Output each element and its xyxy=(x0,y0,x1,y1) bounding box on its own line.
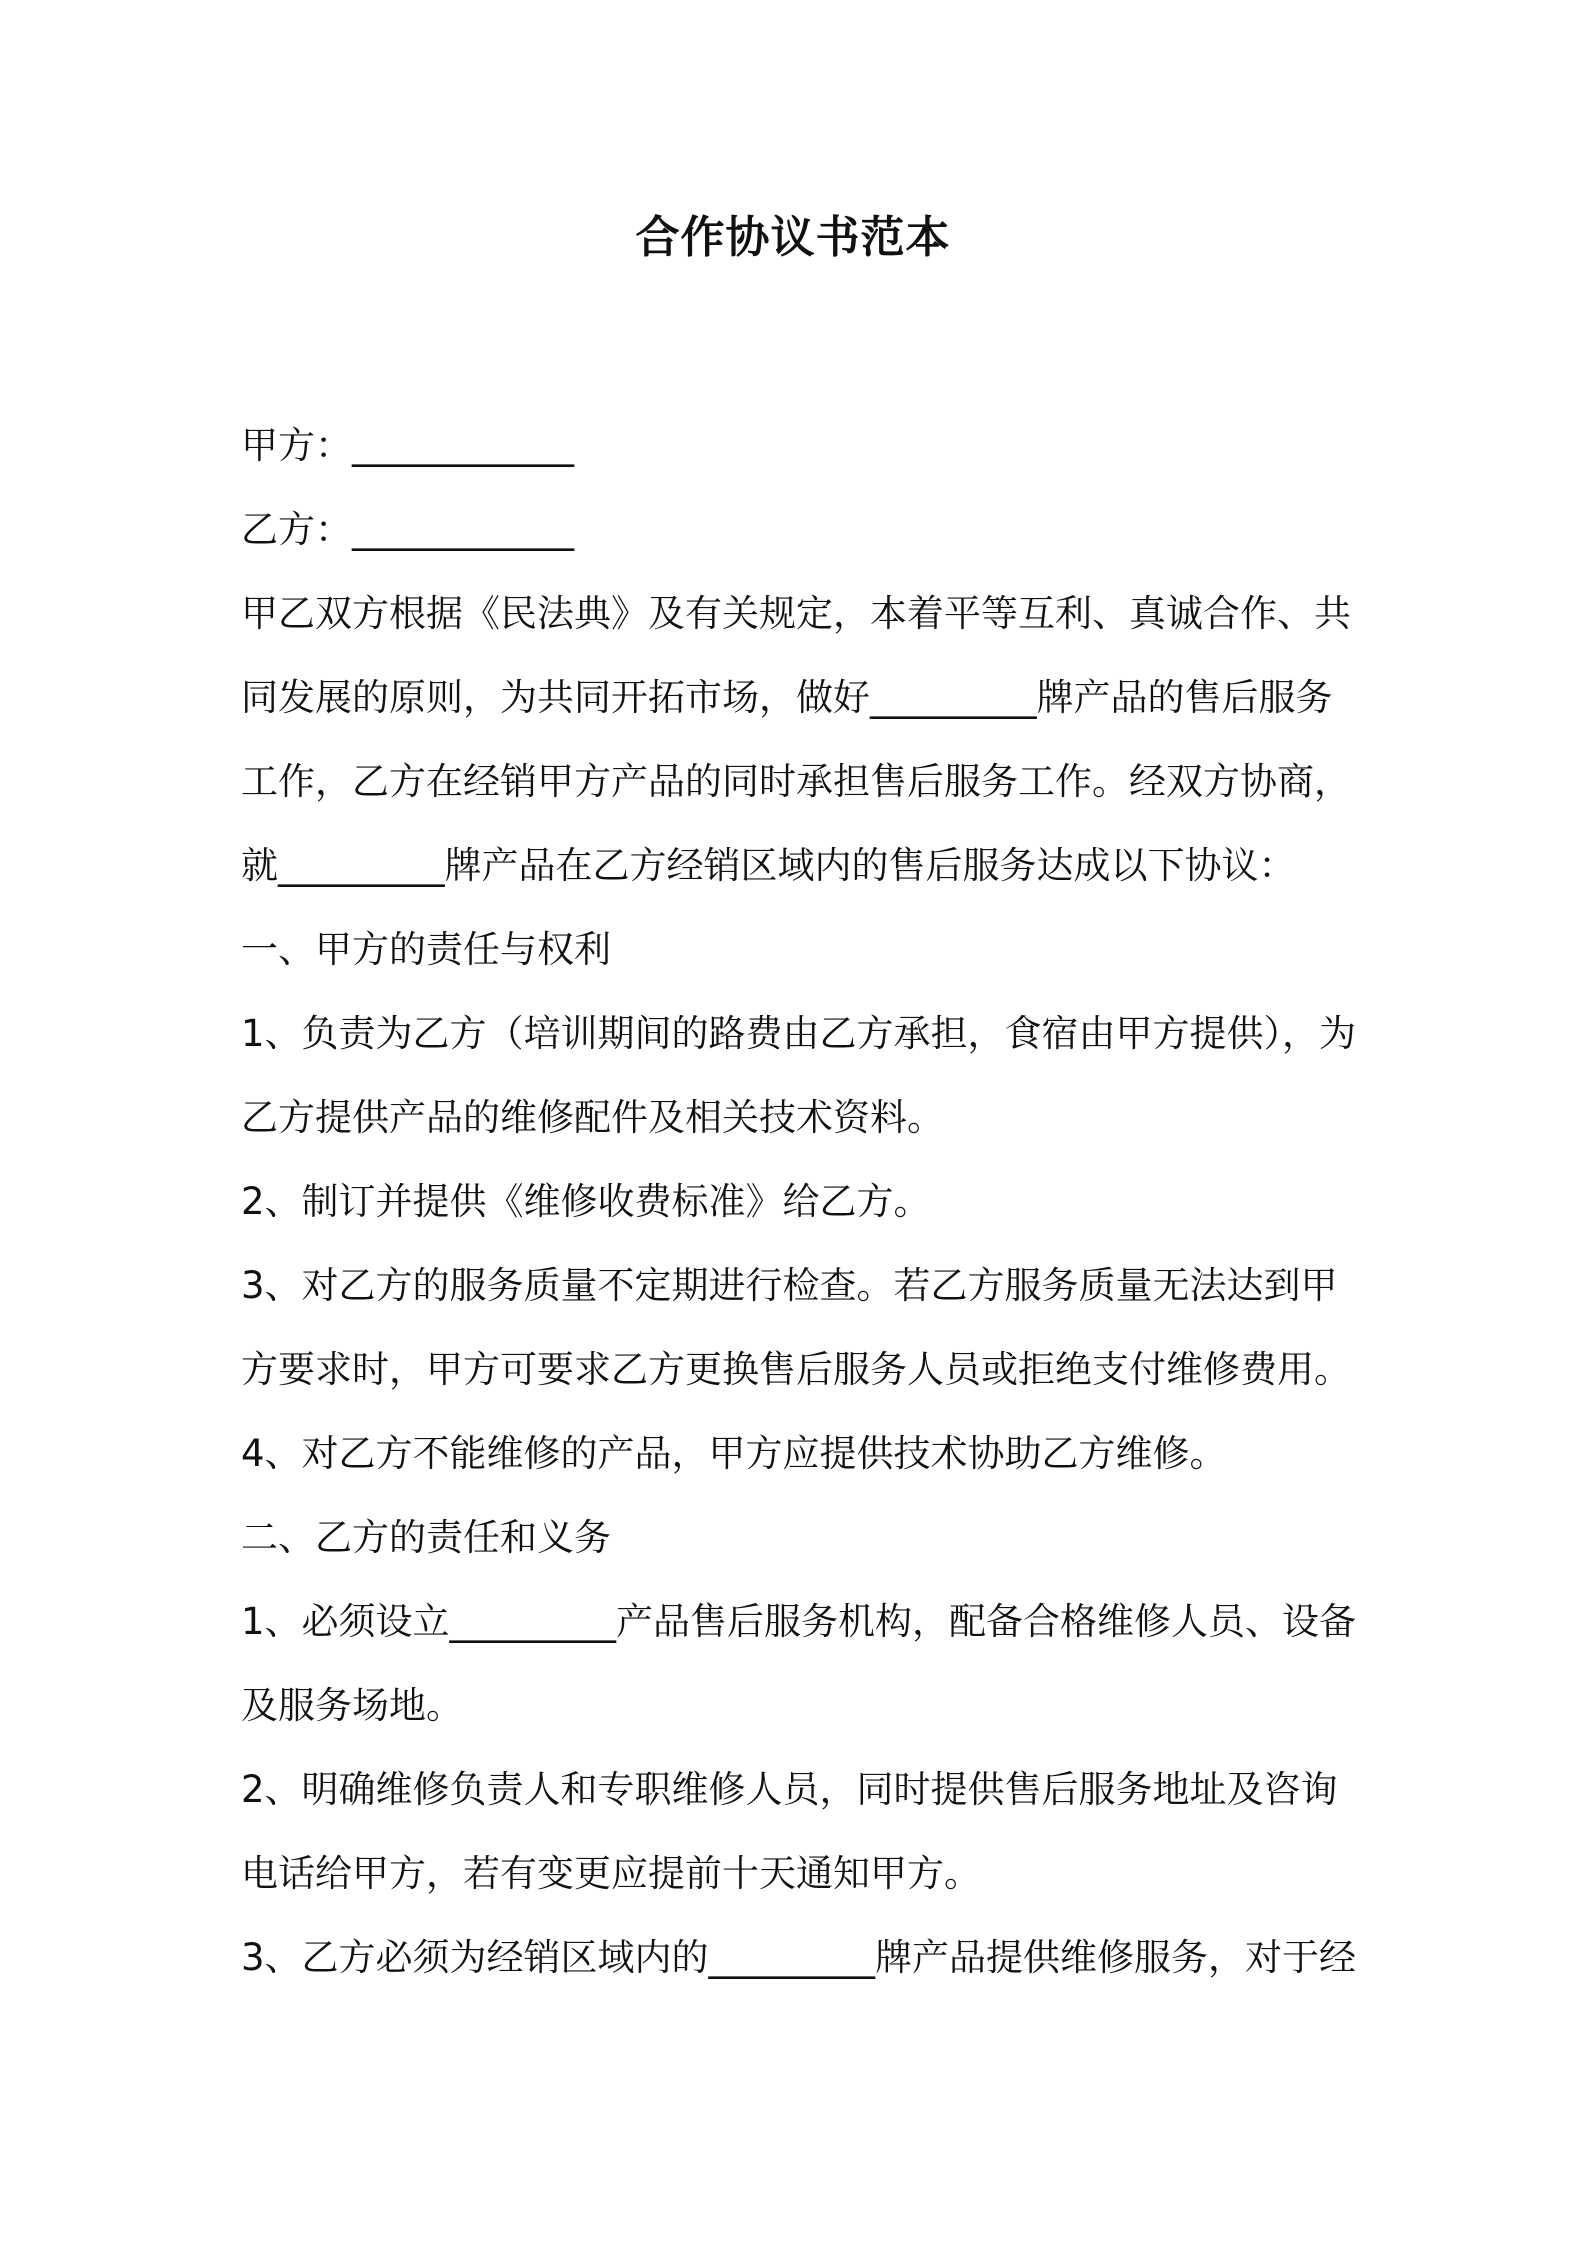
paragraph-line: 就_________牌产品在乙方经销区域内的售后服务达成以下协议： xyxy=(241,844,1296,887)
paragraph-line: 同发展的原则，为共同开拓市场，做好_________牌产品的售后服务 xyxy=(241,676,1333,719)
clause-line: 1、负责为乙方（培训期间的路费由乙方承担，食宿由甲方提供），为 xyxy=(241,1012,1357,1055)
document-body xyxy=(241,404,1361,2000)
clause-line: 乙方提供产品的维修配件及相关技术资料。 xyxy=(241,1096,944,1139)
clause-line: 方要求时，甲方可要求乙方更换售后服务人员或拒绝支付维修费用。 xyxy=(241,1348,1351,1391)
document-title: 合作协议书范本 xyxy=(635,212,951,263)
party-a-line: 甲方：____________ xyxy=(241,424,574,467)
clause-line: 1、必须设立_________产品售后服务机构，配备合格维修人员、设备 xyxy=(241,1600,1357,1643)
clause-line: 电话给甲方，若有变更应提前十天通知甲方。 xyxy=(241,1852,981,1895)
section-heading: 一、甲方的责任与权利 xyxy=(241,928,611,971)
clause-line: 3、对乙方的服务质量不定期进行检查。若乙方服务质量无法达到甲 xyxy=(241,1264,1338,1307)
paragraph-line: 甲乙双方根据《民法典》及有关规定，本着平等互利、真诚合作、共 xyxy=(241,592,1351,635)
section-heading: 二、乙方的责任和义务 xyxy=(241,1516,611,1559)
clause-line: 2、明确维修负责人和专职维修人员，同时提供售后服务地址及咨询 xyxy=(241,1768,1338,1811)
clause-line: 3、乙方必须为经销区域内的_________牌产品提供维修服务，对于经 xyxy=(241,1936,1357,1979)
clause-line: 4、对乙方不能维修的产品，甲方应提供技术协助乙方维修。 xyxy=(241,1432,1227,1475)
clause-line: 及服务场地。 xyxy=(241,1684,463,1727)
clause-line: 2、制订并提供《维修收费标准》给乙方。 xyxy=(241,1180,931,1223)
party-b-line: 乙方：____________ xyxy=(241,508,574,551)
paragraph-line: 工作，乙方在经销甲方产品的同时承担售后服务工作。经双方协商， xyxy=(241,760,1351,803)
